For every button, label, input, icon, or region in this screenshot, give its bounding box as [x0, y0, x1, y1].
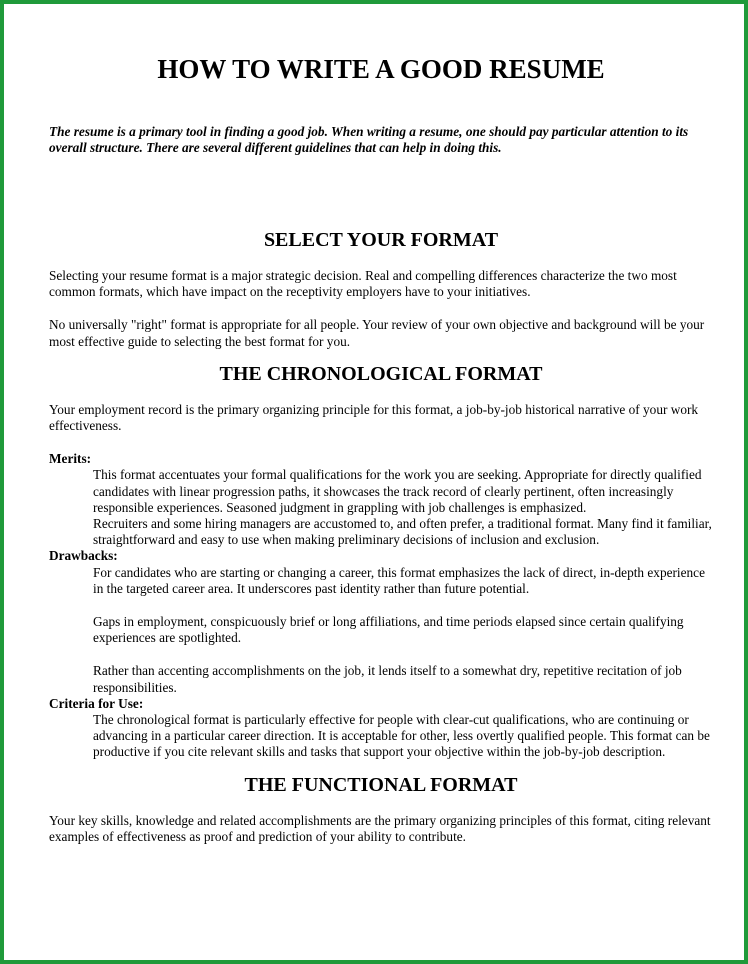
drawbacks-item-1: For candidates who are starting or changing a career, this format emphasizes the lack of direct, in-depth experience in the targeted career area. It underscores past identity rather than future potential.: [93, 564, 705, 596]
drawbacks-label: Drawbacks:: [49, 548, 118, 564]
functional-heading: THE FUNCTIONAL FORMAT: [244, 773, 518, 796]
drawbacks-item-3: Rather than accenting accomplishments on the job, it lends itself to a somewhat dry, repetitive recitation of job responsibilities.: [93, 663, 682, 695]
select-format-heading: SELECT YOUR FORMAT: [263, 229, 499, 251]
merits-item-1: This format accentuates your formal qualifications for the work you are seeking. Appropriate for directly qualified candidates with linear progression paths, it showcases the track record of clearly pertinent, often increasingly responsible experiences. Seasoned judgment in grappling with job challenges is emphasized.: [93, 467, 702, 515]
page-title: HOW TO WRITE A GOOD RESUME: [157, 54, 605, 84]
drawbacks-item-2: Gaps in employment, conspicuously brief or long affiliations, and time periods elapsed since certain qualifying experiences are spotlighted.: [93, 614, 684, 646]
intro-paragraph: The resume is a primary tool in finding a good job. When writing a resume, one should pay particular attention to its overall structure. There are several different guidelines that can help in doing this.: [49, 124, 689, 155]
chronological-paragraph: Your employment record is the primary organizing principle for this format, a job-by-job historical narrative of your work effectiveness.: [49, 401, 699, 434]
select-format-paragraph-2: No universally "right" format is appropriate for all people. Your review of your own objective and background will be your most effective guide to selecting the best format for you.: [49, 317, 705, 349]
chronological-heading: THE CHRONOLOGICAL FORMAT: [219, 362, 543, 385]
document-content: [49, 52, 713, 862]
criteria-text: The chronological format is particularly effective for people with clear-cut qualifications, who are continuing or advancing in a particular career direction. It is acceptable for other, less overtly qualified people. This format can be productive if you cite relevant skills and tasks that support your objective within the job-by-job description.: [93, 712, 710, 760]
merits-label: Merits:: [49, 451, 92, 467]
merits-item-2: Recruiters and some hiring managers are accustomed to, and often prefer, a traditional format. Many find it familiar, straightforward and easy to use when making preliminary decisions of inclusion and exclusion.: [93, 516, 712, 548]
select-format-paragraph-1: Selecting your resume format is a major strategic decision. Real and compelling differences characterize the two most common formats, which have impact on the receptivity employers have to your initiatives.: [49, 268, 677, 300]
functional-paragraph: Your key skills, knowledge and related accomplishments are the primary organizing principles of this format, citing relevant examples of effectiveness as proof and prediction of your ability to contribute.: [49, 812, 711, 844]
criteria-label: Criteria for Use:: [49, 695, 144, 711]
